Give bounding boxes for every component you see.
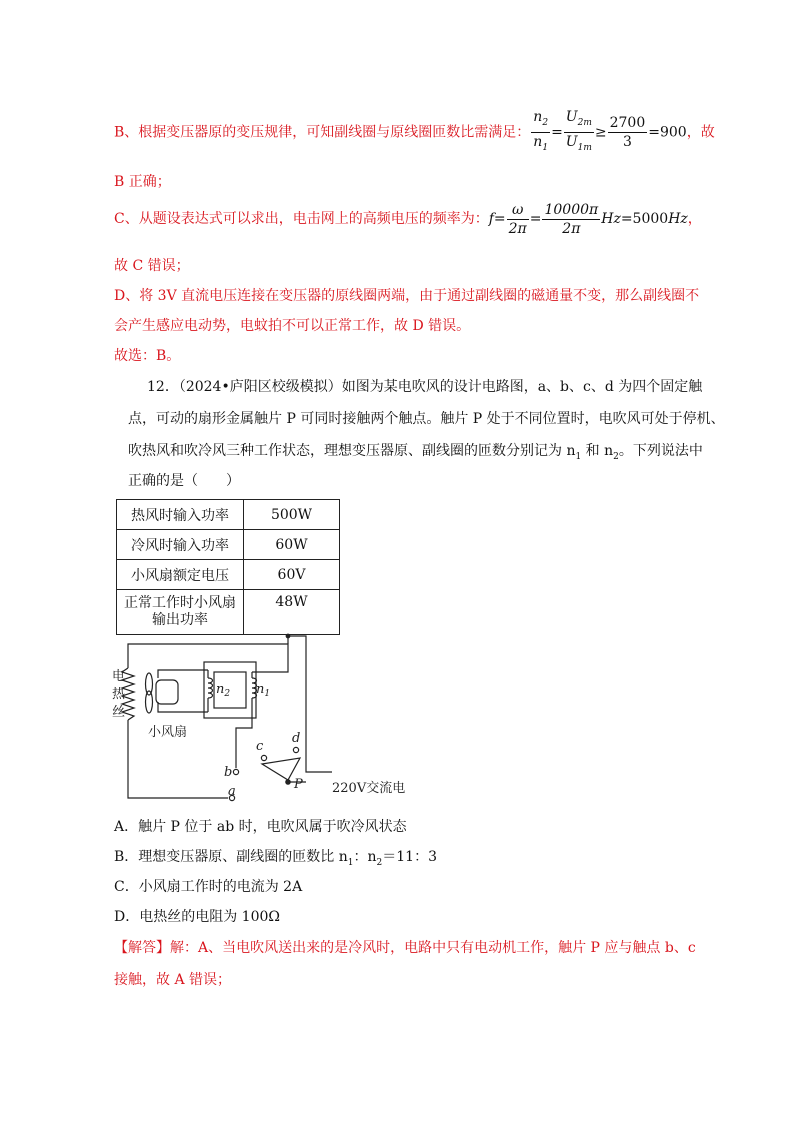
question-12-line2: 点，可动的扇形金属触片 P 可同时接触两个触点。触片 P 处于不同位置时，电吹风可处于停机、 — [128, 411, 725, 427]
contact-a-label: a — [228, 784, 236, 799]
slider-p-label: P — [294, 777, 303, 792]
contact-c — [261, 755, 266, 760]
omega-fraction: $\frac{\omega}{2\pi}$ — [508, 201, 527, 237]
secondary-coil — [208, 678, 213, 698]
table-row — [117, 500, 340, 530]
table-label: 小风扇额定电压 — [117, 560, 244, 590]
frequency-fraction: $\frac{10000\pi}{2\pi}$ — [544, 201, 599, 237]
question-12-line3: 吹热风和吹冷风三种工作状态，理想变压器原、副线圈的匝数分别记为 $n_1$ 和 $n_2$。下列说法中 — [128, 443, 703, 462]
table-label: 热风时输入功率 — [117, 500, 244, 530]
question-12-line1: 12．（2024•庐阳区校级模拟）如图为某电吹风的设计电路图，a、b、c、d 为四个固定触 — [147, 379, 703, 395]
table-value: 60W — [244, 530, 340, 560]
answer-line1: 【解答】解：A、当电吹风送出来的是冷风时，电路中只有电动机工作，触片 P 应与触点 b、c — [114, 940, 696, 956]
top-wire — [128, 644, 288, 672]
solution-b-line1: B、根据变压器原的变压规律，可知副线圈与原线圈匝数比需满足： $\frac{n_2}{n_1}$ = $\frac{U_{2m}}{U_{1m}}$ ≥ $\frac{2700}{3}$ =900，故 — [114, 108, 715, 150]
table-label: 冷风时输入功率 — [117, 530, 244, 560]
n2-label: $n_2$ — [216, 682, 231, 699]
fan-wire-top — [158, 670, 208, 678]
solution-b-line2: B 正确； — [114, 174, 171, 190]
solution-d-line2: 会产生感应电动势，电蚊拍不可以正常工作，故 D 错误。 — [114, 318, 471, 334]
n1-label: $n_1$ — [256, 682, 271, 699]
fan-motor — [156, 680, 178, 704]
option-d: D．电热丝的电阻为 100Ω — [114, 909, 281, 925]
turns-ratio-fraction: $\frac{n_2}{n_1}$ — [533, 109, 549, 153]
solution-c-line2: 故 C 错误； — [114, 258, 190, 274]
fan-blade-bottom — [146, 691, 153, 713]
contact-d — [293, 747, 298, 752]
question-12-line4: 正确的是（ ） — [128, 473, 240, 489]
heater-label-3: 丝 — [112, 705, 126, 720]
voltage-ratio-fraction: $\frac{U_{2m}}{U_{1m}}$ — [565, 109, 592, 153]
source-label: 220V交流电 — [332, 781, 406, 796]
table-value: 500W — [244, 500, 340, 530]
table-value: 48W — [244, 590, 340, 635]
table-row — [117, 560, 340, 590]
option-b: B．理想变压器原、副线圈的匝数比 $n_1$：$n_2=11$：3 — [114, 849, 437, 868]
solution-d-line1: D、将 3V 直流电压连接在变压器的原线圈两端，由于通过副线圈的磁通量不变，那么副线圈不 — [114, 288, 700, 304]
table-value: 60V — [244, 560, 340, 590]
answer-line2: 接触，故 A 错误； — [114, 972, 232, 988]
solution-c-line1: C、从题设表达式可以求出，电击网上的高频电压的频率为：f= $\frac{\omega}{2\pi}$ = $\frac{10000\pi}{2\pi}$ Hz=5000Hz， — [114, 201, 702, 237]
heater-label-2: 热 — [112, 687, 126, 702]
answer-tag: 【解答】 — [114, 940, 170, 956]
fan-label: 小风扇 — [148, 725, 188, 740]
numeric-fraction: $\frac{2700}{3}$ — [609, 114, 646, 150]
contact-b-label: b — [224, 765, 233, 780]
table-row — [117, 590, 340, 635]
circuit-diagram — [110, 632, 430, 804]
table-row — [117, 530, 340, 560]
table-label: 正常工作时小风扇 输出功率 — [117, 590, 244, 635]
specification-table — [116, 499, 340, 635]
heater-label-1: 电 — [112, 669, 126, 684]
answer-choice: 故选：B。 — [114, 348, 181, 364]
option-c: C．小风扇工作时的电流为 2A — [114, 879, 303, 895]
contact-d-label: d — [292, 731, 301, 746]
contact-c-label: c — [256, 739, 264, 754]
option-a: A．触片 P 位于 ab 时，电吹风属于吹冷风状态 — [114, 819, 407, 835]
fan-blade-top — [146, 673, 153, 695]
